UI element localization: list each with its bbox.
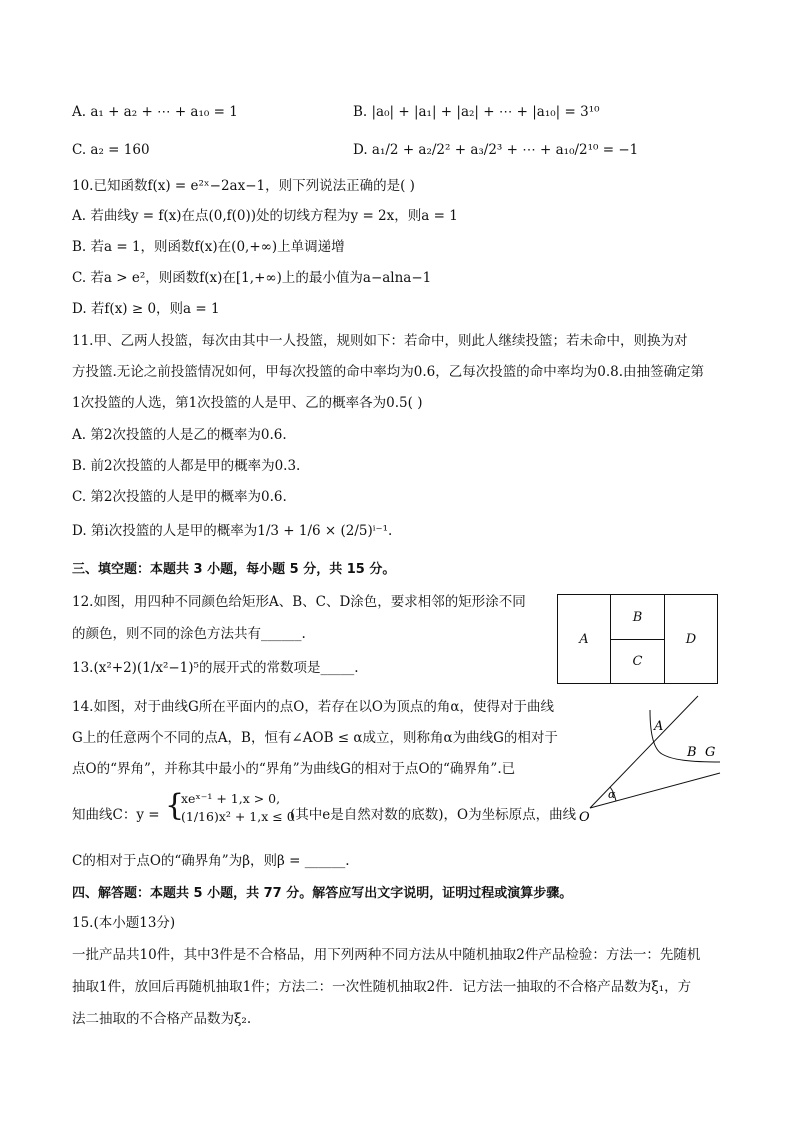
q15-heading: 15.(本小题13分): [72, 915, 176, 931]
q10-option-a: A. 若曲线y = f(x)在点(0,f(0))处的切线方程为y = 2x，则a = 1: [72, 208, 458, 224]
piecewise-case-2: (1/16)x² + 1,x ≤ 0: [181, 809, 295, 824]
rect-a: A: [557, 594, 611, 684]
label-o: O: [579, 810, 590, 825]
q14-line4-suffix: (其中e是自然对数的底数)，O为坐标原点，曲线: [290, 807, 577, 823]
rect-b: B: [610, 594, 665, 640]
label-a: A: [654, 719, 664, 734]
q10-option-b: B. 若a = 1，则函数f(x)在(0,+∞)上单调递增: [72, 239, 345, 255]
q12-line2: 的颜色，则不同的涂色方法共有______.: [72, 626, 306, 642]
q14-line2: G上的任意两个不同的点A，B，恒有∠AOB ≤ α成立，则称角α为曲线G的相对于: [72, 730, 558, 746]
q15-line2: 抽取1件，放回后再随机抽取1件；方法二：一次性随机抽取2件．记方法一抽取的不合格产品数为ξ₁，方: [72, 979, 692, 995]
q11-option-b: B. 前2次投篮的人都是甲的概率为0.3.: [72, 458, 301, 474]
q11-stem-line1: 11.甲、乙两人投篮，每次由其中一人投篮，规则如下：若命中，则此人继续投篮；若未命中，则换为对: [72, 333, 688, 349]
ray-upper: [590, 696, 698, 808]
q9-option-b: B. |a₀| + |a₁| + |a₂| + ⋯ + |a₁₀| = 3¹⁰: [353, 104, 600, 120]
q14-line4-prefix: 知曲线C：y =: [72, 807, 160, 823]
q9-option-a: A. a₁ + a₂ + ⋯ + a₁₀ = 1: [72, 104, 238, 120]
q9-option-c: C. a₂ = 160: [72, 142, 150, 158]
q10-option-c: C. 若a > e²，则函数f(x)在[1,+∞)上的最小值为a−alna−1: [72, 270, 432, 286]
q11-stem-line3: 1次投篮的人选，第1次投篮的人是甲、乙的概率各为0.5( ): [72, 395, 423, 411]
q10-option-d: D. 若f(x) ≥ 0，则a = 1: [72, 301, 220, 317]
q12-coloring-figure: [557, 594, 718, 684]
piecewise-case-1: xeˣ⁻¹ + 1,x > 0,: [181, 791, 281, 806]
rect-d: D: [664, 594, 718, 684]
q11-option-d: D. 第i次投篮的人是甲的概率为1/3 + 1/6 × (2/5)ⁱ⁻¹.: [72, 523, 393, 539]
label-alpha: α: [608, 788, 616, 801]
q10-stem: 10.已知函数f(x) = e²ˣ−2ax−1，则下列说法正确的是( ): [72, 178, 415, 194]
section-3-heading: 三、填空题：本题共 3 小题，每小题 5 分，共 15 分。: [72, 562, 396, 577]
q11-option-c: C. 第2次投篮的人是甲的概率为0.6.: [72, 489, 287, 505]
section-4-heading: 四、解答题：本题共 5 小题，共 77 分。解答应写出文字说明，证明过程或演算步骤。: [72, 886, 573, 901]
q15-line3: 法二抽取的不合格产品数为ξ₂.: [72, 1011, 252, 1027]
q9-option-d: D. a₁/2 + a₂/2² + a₃/2³ + ⋯ + a₁₀/2¹⁰ = −1: [353, 142, 639, 158]
q13-text: 13.(x²+2)(1/x²−1)⁵的展开式的常数项是_____.: [72, 660, 359, 676]
q14-line5: C的相对于点O的“确界角”为β，则β = ______.: [72, 853, 350, 869]
q14-line1: 14.如图，对于曲线G所在平面内的点O，若存在以O为顶点的角α，使得对于曲线: [72, 699, 555, 715]
piecewise-brace: {: [165, 788, 185, 823]
label-b: B: [687, 745, 697, 760]
q14-angle-figure: [570, 688, 730, 828]
q14-line3: 点O的“界角”，并称其中最小的“界角”为曲线G的相对于点O的“确界角”.已: [72, 761, 516, 777]
label-g: G: [705, 745, 716, 760]
q12-line1: 12.如图，用四种不同颜色给矩形A、B、C、D涂色，要求相邻的矩形涂不同: [72, 594, 526, 610]
q11-stem-line2: 方投篮.无论之前投篮情况如何，甲每次投篮的命中率均为0.6，乙每次投篮的命中率均为0.8.由抽签确定第: [72, 364, 705, 380]
q15-line1: 一批产品共10件，其中3件是不合格品，用下列两种不同方法从中随机抽取2件产品检验：方法一：先随机: [72, 947, 701, 963]
q11-option-a: A. 第2次投篮的人是乙的概率为0.6.: [72, 427, 287, 443]
rect-c: C: [610, 639, 665, 684]
